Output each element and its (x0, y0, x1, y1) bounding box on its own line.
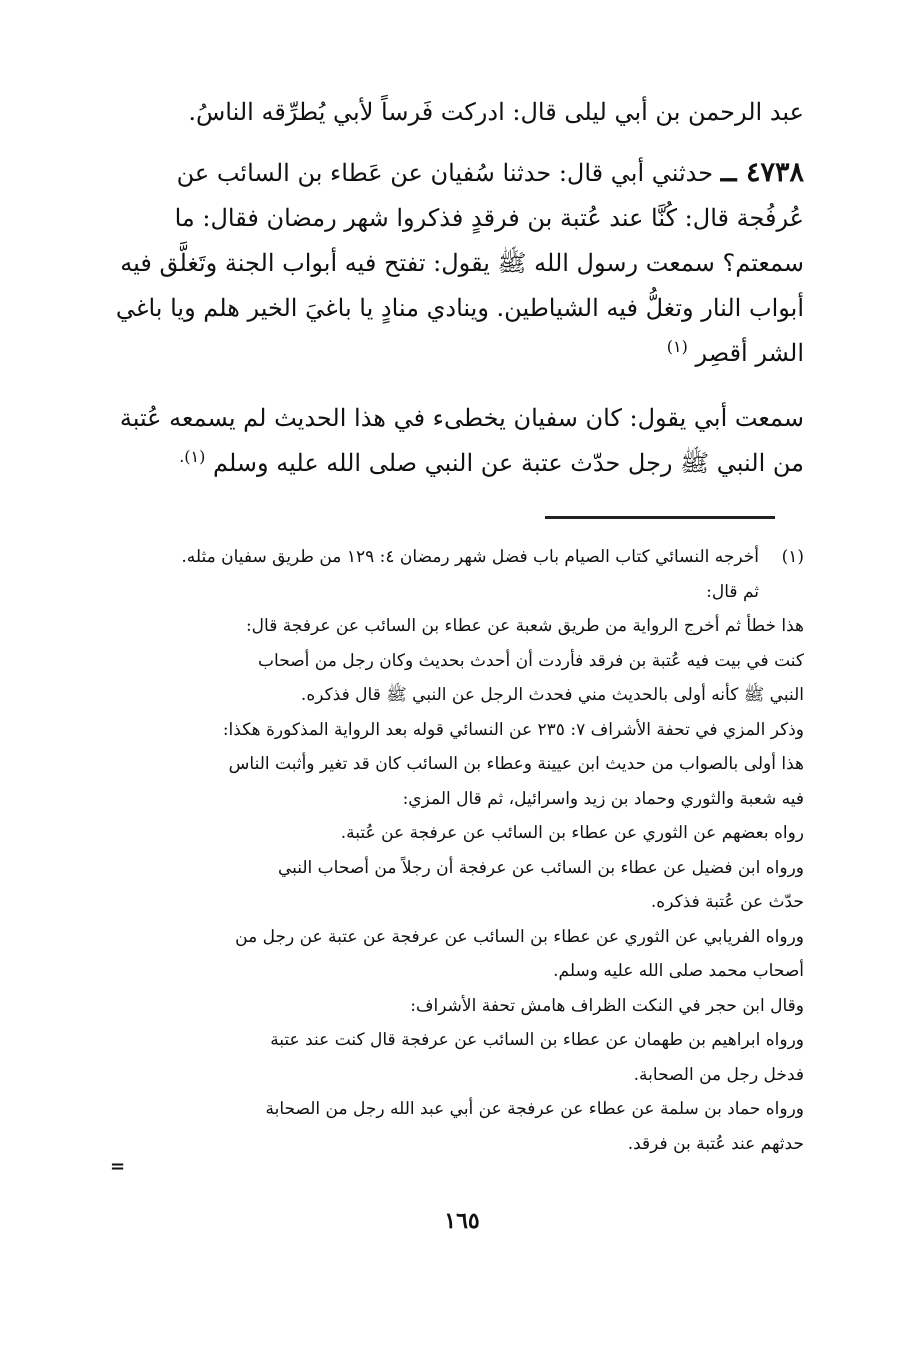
hadith-line-3: سمعتم؟ سمعت رسول الله ﷺ يقول: تفتح فيه أبواب الجنة وتَغلَّق فيه (120, 249, 804, 277)
footnote-line: هذا أولى بالصواب من حديث ابن عيينة وعطاء بن السائب كان قد تغير وأثبت الناس (228, 754, 804, 774)
commentary-block (82, 396, 804, 486)
footnote-line: حدثهم عند عُتبة بن فرقد. (627, 1133, 804, 1154)
footnote-line: كنت في بيت فيه عُتبة بن فرقد فأردت أن أحدث بحديث وكان رجل من أصحاب (258, 650, 804, 671)
top-line: عبد الرحمن بن أبي ليلى قال: ادركت فَرساً لأبي يُطرِّقه الناسُ. (188, 98, 804, 126)
footnote-line: وذكر المزي في تحفة الأشراف ٧: ٢٣٥ عن النسائي قوله بعد الرواية المذكورة هكذا: (222, 719, 804, 740)
footnote-ref: (١) (666, 337, 688, 356)
hadith-block (82, 150, 804, 376)
footnote-block (95, 540, 804, 1161)
footnote-ref: (١). (179, 447, 206, 466)
footnote-line: ورواه ابراهيم بن طهمان عن عطاء بن السائب عن عرفجة قال كنت عند عتبة (270, 1030, 804, 1050)
hadith-number: ٤٧٣٨ ــ (720, 157, 804, 188)
footnote-line: ورواه ابن فضيل عن عطاء بن السائب عن عرفجة أن رجلاً من أصحاب النبي (277, 857, 804, 878)
hadith-line-2: عُرفُجة قال: كُنَّا عند عُتبة بن فرقدٍ فذكروا شهر رمضان فقال: ما (174, 204, 804, 232)
footnote-line: فدخل رجل من الصحابة. (633, 1064, 804, 1085)
footnote-line: رواه بعضهم عن الثوري عن عطاء بن السائب عن عرفجة عن عُتبة. (340, 823, 804, 843)
footnote-line: حدّث عن عُتبة فذكره. (650, 892, 804, 912)
commentary-line-2: من النبي ﷺ رجل حدّث عتبة عن النبي صلى الله عليه وسلم $^{(١).}$ (179, 447, 804, 477)
footnote-line: أخرجه النسائي كتاب الصيام باب فضل شهر رمضان ٤: ١٢٩ من طريق سفيان مثله. (181, 547, 759, 567)
hadith-line-1: ٤٧٣٨ ــ حدثني أبي قال: حدثنا سُفيان عن عَطاء بن السائب عن (176, 157, 804, 188)
footnote-marker: (١) (781, 547, 804, 567)
top-line-block (82, 90, 804, 135)
footnote-line: ثم قال: (706, 581, 759, 602)
continuation-mark: = (110, 1156, 126, 1177)
page-number: ١٦٥ (444, 1208, 480, 1234)
footnote-line: فيه شعبة والثوري وحماد بن زيد واسرائيل، ثم قال المزي: (402, 788, 804, 809)
hadith-line-4: أبواب النار وتغلُّ فيه الشياطين. وينادي منادٍ يا باغيَ الخير هلم ويا باغي (115, 294, 804, 322)
footnote-line: أصحاب محمد صلى الله عليه وسلم. (553, 961, 804, 981)
footnote-line: هذا خطأ ثم أخرج الرواية من طريق شعبة عن عطاء بن السائب عن عرفجة قال: (245, 616, 804, 636)
footnote-divider (545, 516, 775, 519)
footnote-line: النبي ﷺ كأنه أولى بالحديث مني فحدث الرجل عن النبي ﷺ قال فذكره. (300, 685, 804, 705)
footnote-line: وقال ابن حجر في النكت الظراف هامش تحفة الأشراف: (410, 995, 804, 1016)
footnote-line: ورواه حماد بن سلمة عن عطاء عن عرفجة عن أبي عبد الله رجل من الصحابة (265, 1099, 804, 1119)
commentary-line-1: سمعت أبي يقول: كان سفيان يخطىء في هذا الحديث لم يسمعه عُتبة (119, 404, 804, 432)
footnote-line: ورواه الفريابي عن الثوري عن عطاء بن السائب عن عرفجة عن عتبة عن رجل من (235, 926, 804, 947)
hadith-line-5: الشر أقصِر $^{(١)}$ (666, 337, 804, 367)
